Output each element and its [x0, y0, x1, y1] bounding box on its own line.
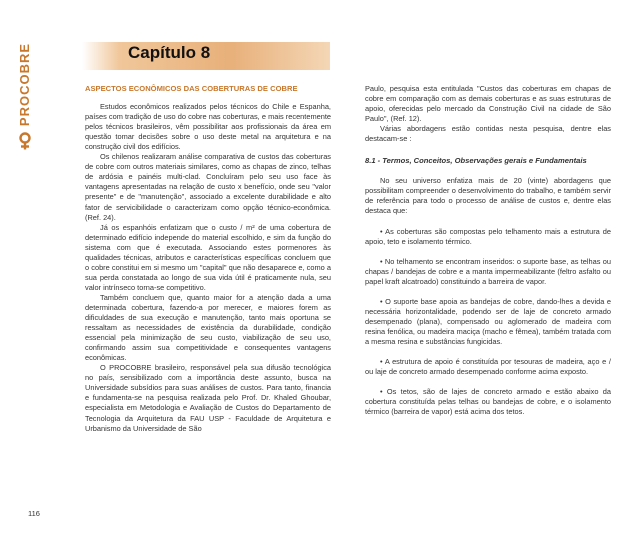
bullet-item: • Os tetos, são de lajes de concreto armado e estão abaixo da cobertura constituída pelas telhas ou bandejas de cobre, e o isolamento térmico (barreira de vapor) está acima dos tetos. [365, 387, 611, 417]
paragraph: Também concluem que, quanto maior for a atenção dada a uma determinada cobertura, fazendo-a por merecer, e maiores forem as dificuldades de sua execução e manutenção, tanto mais oportuna se ressaltam as necessidades de existência da durabilidade, condição essencial pela minimização de seu custo, viabilização de seu uso, confirmando assim sua competitividade e consequentes vantagens econômicas. [85, 292, 331, 363]
paragraph: Estudos econômicos realizados pelos técnicos do Chile e Espanha, países com tradição de uso do cobre nas coberturas, e mais recentemente pelos técnicos brasileiros, vêm possibilitar aos profissionais da área em questão tomar decisões sobre o uso deste metal na arquitetura e na construção civil dos edifícios. [85, 102, 331, 152]
paragraph: O PROCOBRE brasileiro, responsável pela sua difusão tecnológica no país, sensibilizado com a importância deste assunto, busca na Universidade subsídios para suas análises de custos. Para tanto, financia e fundamenta-se na pesquisa realizada pelo Prof. Dr. Khaled Ghoubar, especialista em Metodologia e Avaliação de Custos do Departamento de Tecnologia da Arquitetura da FAU USP - Faculdade de Arquitetura e Urbanismo da Universidade de São [85, 363, 331, 433]
chapter-title: Capítulo 8 [128, 43, 211, 62]
paragraph: Já os espanhóis enfatizam que o custo / m² de uma cobertura de determinado edifício independe do material escolhido, e sim da função do sistema com que é executada. Associando estes pormenores às qualidades técnicas, atributos e características específicas concluem que o cobre constitui em si mesmo um "capital" que não desaparece e, como a sua perda constatada ao longo de sua vida útil é praticamente nula, seu valor intrínseco torna-se competitivo. [85, 222, 331, 292]
paragraph: Paulo, pesquisa esta entitulada "Custos das coberturas em chapas de cobre em comparação com as demais coberturas e as suas estruturas de apoio, oferecidas pelo mercado da Construção Civil na cidade de São Paulo", (Ref. 12). [365, 84, 611, 124]
bullet-item: • O suporte base apoia as bandejas de cobre, dando-lhes a devida e necessária horizontalidade, podendo ser de laje de concreto armado desempenado (plana), compensado ou aglomerado de madeira com resina fenólica, ou madeira maciça (macho e fêmea), também tratada com a mesma resina e substâncias fungicidas. [365, 296, 611, 346]
paragraph: Os chilenos realizaram análise comparativa de custos das coberturas de cobre com outros materiais similares, como as chapas de zinco, telhas de ardósia e painéis multi-clad. Concluíram pelo seu uso face às vantagens apresentadas na relação de custo x benefício, onde seu "valor presente" e de "manutenção", associado a excelente durabilidade e alto fator de servicibilidade o caracterizam como opção técnico-econômica.(Ref. 24). [85, 152, 331, 222]
copper-symbol-icon [17, 132, 33, 150]
page-number: 116 [28, 509, 40, 518]
right-column [365, 84, 611, 417]
left-column [85, 84, 331, 434]
bullet-item: • A estrutura de apoio é constituída por tesouras de madeira, aço e / ou laje de concreto armado desempenado conforme acima exposto. [365, 356, 611, 377]
paragraph: Várias abordagens estão contidas nesta pesquisa, dentre elas destacam-se : [365, 124, 611, 144]
bullet-item: • As coberturas são compostas pelo telhamento mais a estrutura de apoio, teto e isolamento térmico. [365, 226, 611, 246]
section-heading: ASPECTOS ECONÔMICOS DAS COBERTURAS DE COBRE [85, 84, 298, 93]
bullet-item: • No telhamento se encontram inseridos: o suporte base, as telhas ou chapas / bandejas de cobre e a manta impermeabilizante (feltro asfalto ou papel kraft alcatroado) constituindo a barreira de vapor. [365, 256, 611, 286]
paragraph: No seu universo enfatiza mais de 20 (vinte) abordagens que possibilitam compreender o desenvolvimento do trabalho, e também servir de referência para todo o processo de análise de custos e, dentre elas destaca que: [365, 176, 611, 216]
procobre-side-brand [14, 36, 36, 148]
subsection-heading: 8.1 - Termos, Conceitos, Observações gerais e Fundamentais [365, 156, 587, 166]
brand-text: PROCOBRE [17, 42, 33, 126]
